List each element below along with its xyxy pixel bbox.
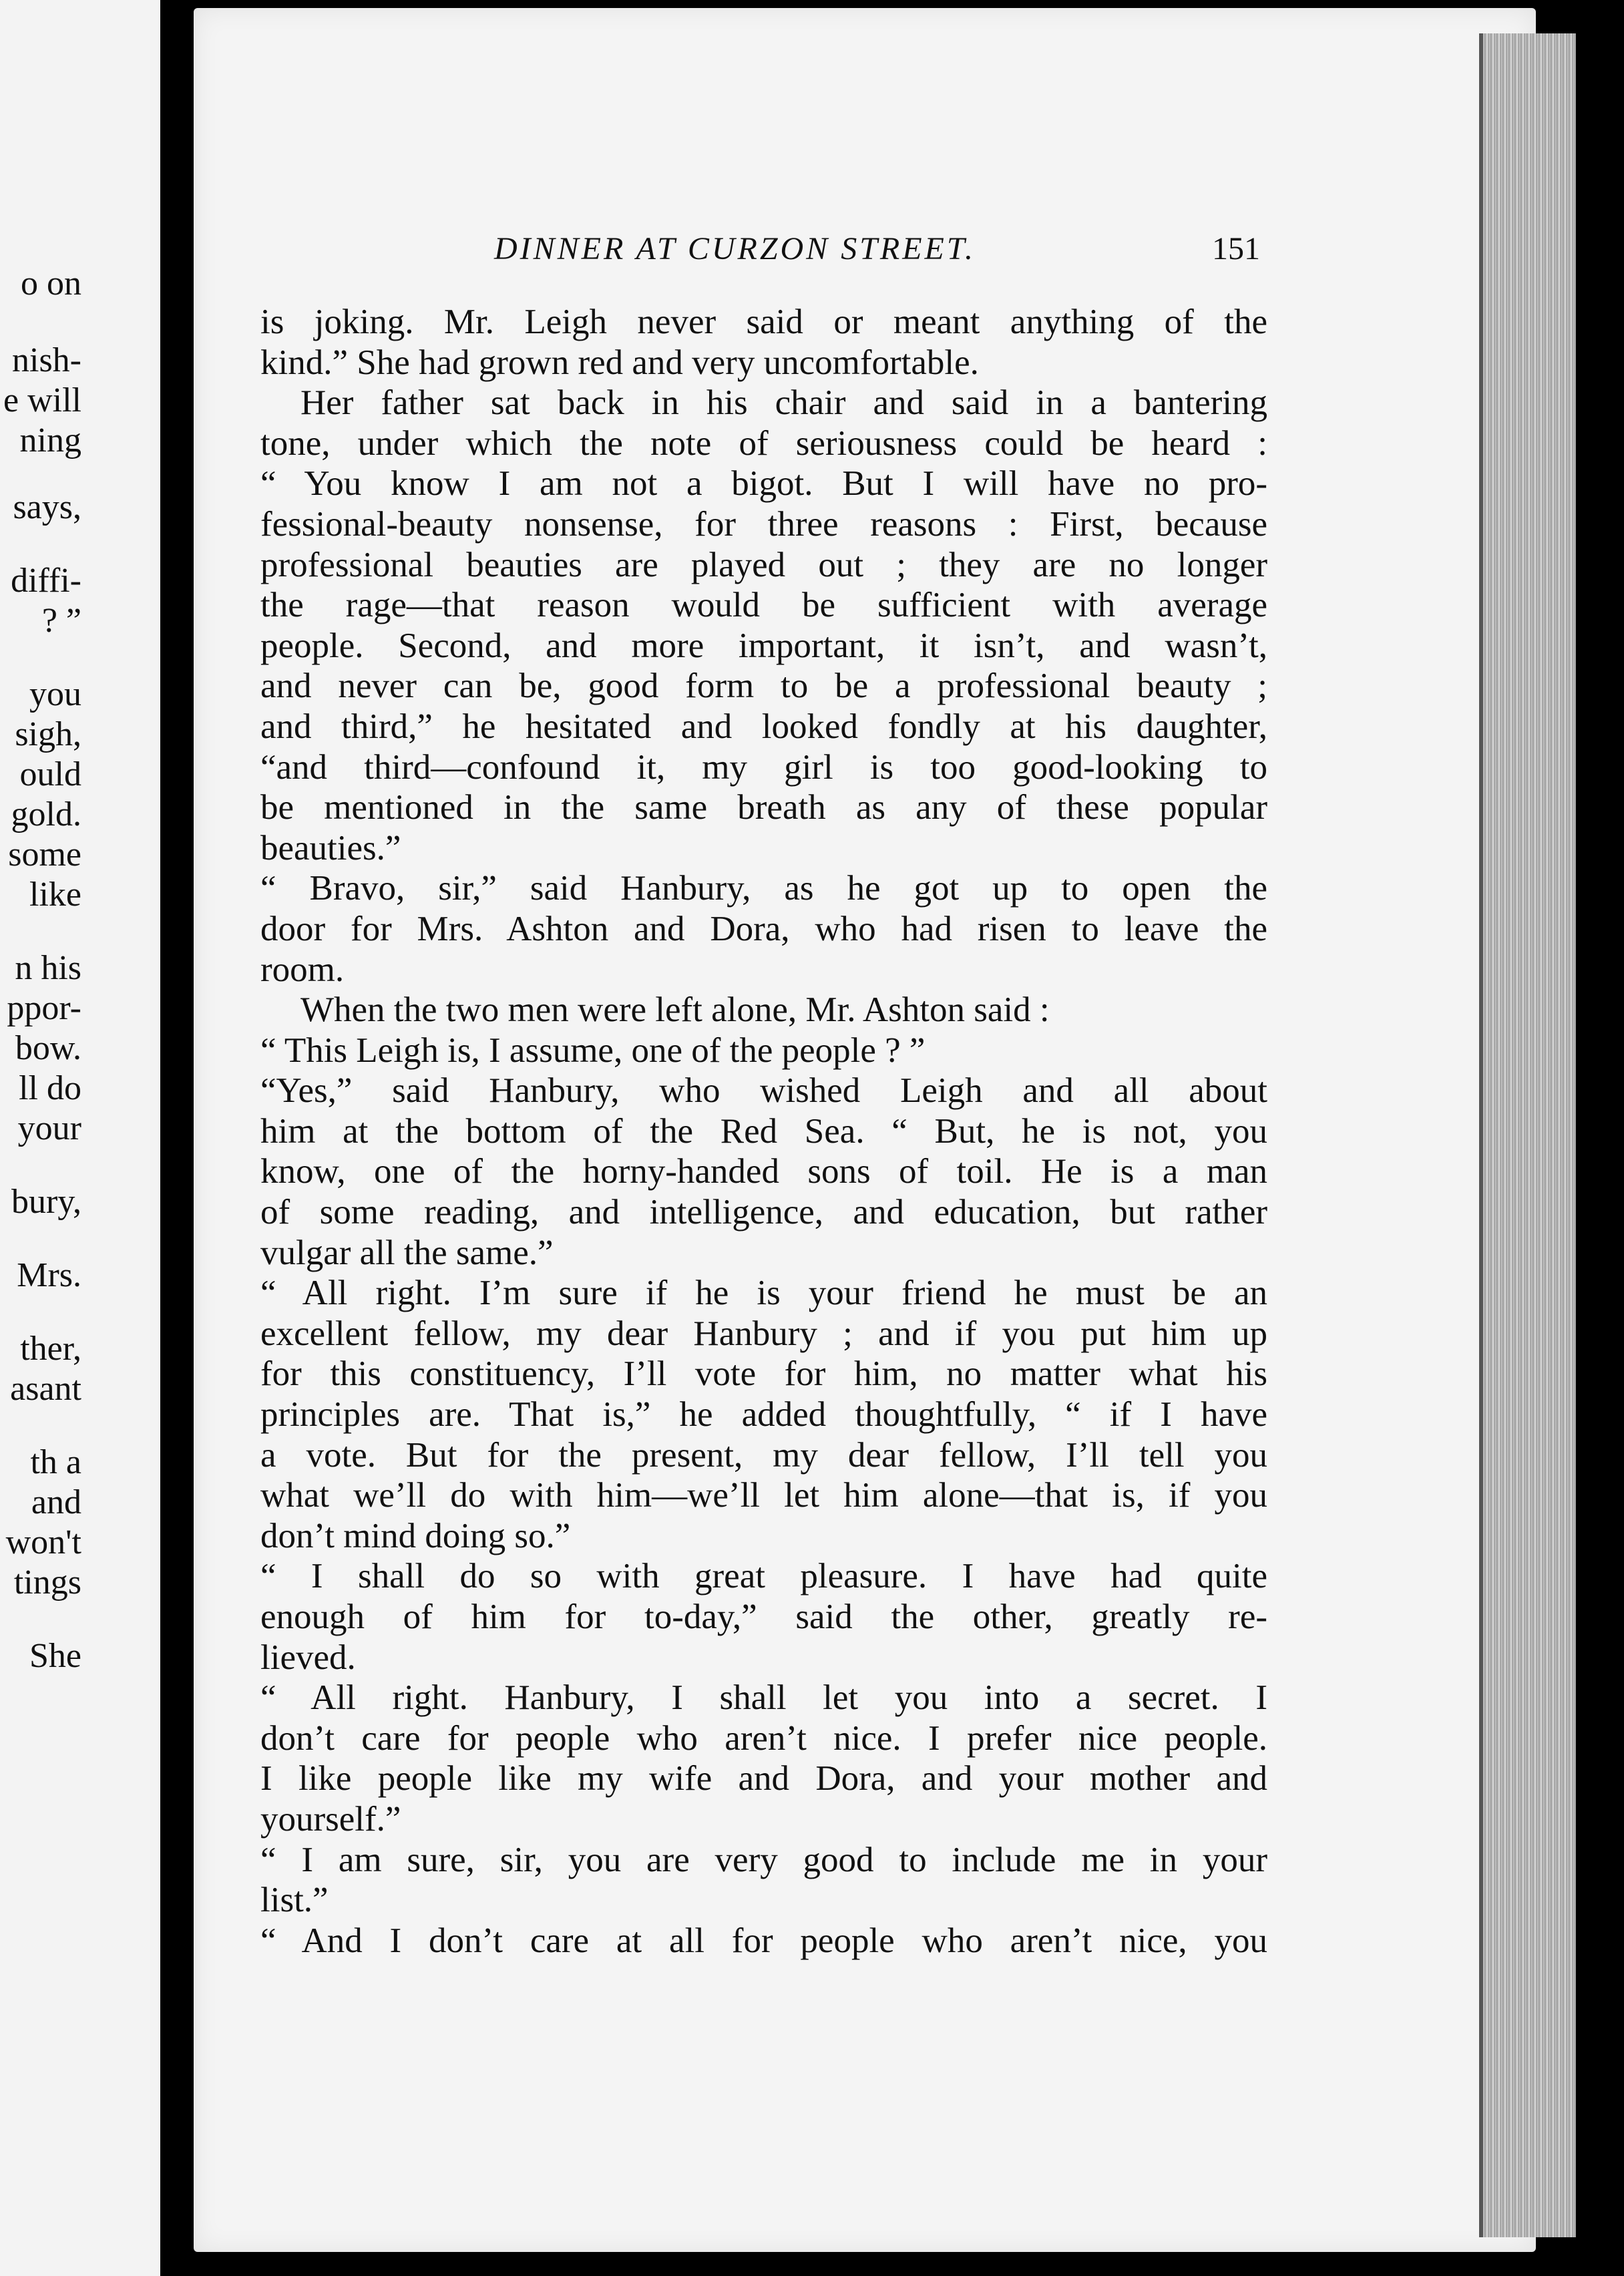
text-line: “ This Leigh is, I assume, one of the people ? ” bbox=[260, 1030, 926, 1070]
left-page-line: says, bbox=[13, 488, 81, 526]
text-line: don’t care for people who aren’t nice. I prefer nice people. bbox=[260, 1718, 1267, 1758]
text-line: excellent fellow, my dear Hanbury ; and if you put him up bbox=[260, 1314, 1267, 1353]
text-line: him at the bottom of the Red Sea. “ But, he is not, you bbox=[260, 1111, 1267, 1151]
left-page-line: won't bbox=[5, 1523, 81, 1561]
text-line: yourself.” bbox=[260, 1799, 401, 1839]
left-page-line: sigh, bbox=[15, 715, 81, 753]
left-page-line: n his bbox=[15, 949, 81, 987]
left-page-line: ther, bbox=[20, 1330, 81, 1368]
text-line: When the two men were left alone, Mr. Ashton said : bbox=[300, 990, 1050, 1030]
text-line: list.” bbox=[260, 1881, 329, 1920]
text-line: “ Bravo, sir,” said Hanbury, as he got up to open the bbox=[260, 869, 1267, 908]
text-line: principles are. That is,” he added thoughtfully, “ if I have bbox=[260, 1395, 1267, 1435]
left-page-line: tings bbox=[13, 1563, 81, 1601]
left-page-line: gold. bbox=[11, 795, 81, 833]
left-page-line: like bbox=[29, 876, 81, 914]
left-page-line: your bbox=[17, 1109, 81, 1147]
text-line: “Yes,” said Hanbury, who wished Leigh and all about bbox=[260, 1071, 1267, 1111]
text-line: “ I am sure, sir, you are very good to include me in your bbox=[260, 1840, 1267, 1879]
page-edges bbox=[1479, 33, 1583, 2237]
page-number: 151 bbox=[1212, 231, 1260, 266]
text-line: kind.” She had grown red and very uncomfortable. bbox=[260, 343, 979, 382]
left-page-line: and bbox=[31, 1483, 81, 1521]
text-line: fessional-beauty nonsense, for three reasons : First, because bbox=[260, 504, 1267, 544]
background-edge bbox=[1576, 0, 1624, 2276]
text-line: room. bbox=[260, 950, 345, 989]
left-page-line: asant bbox=[10, 1370, 81, 1408]
text-line: and never can be, good form to be a professional beauty ; bbox=[260, 667, 1267, 706]
left-page-line: She bbox=[29, 1637, 81, 1675]
text-line: don’t mind doing so.” bbox=[260, 1516, 571, 1555]
running-head: DINNER AT CURZON STREET. bbox=[494, 231, 976, 266]
text-line: vulgar all the same.” bbox=[260, 1233, 554, 1272]
text-line: what we’ll do with him—we’ll let him alone—that is, if you bbox=[260, 1476, 1267, 1515]
left-page-line: ppor- bbox=[7, 989, 81, 1027]
text-line: “ And I don’t care at all for people who aren’t nice, you bbox=[260, 1921, 1267, 1960]
text-line: professional beauties are played out ; they are no longer bbox=[260, 545, 1267, 584]
text-line: door for Mrs. Ashton and Dora, who had risen to leave the bbox=[260, 909, 1267, 948]
body-text bbox=[260, 302, 1267, 1961]
left-page-line: diffi- bbox=[11, 562, 81, 600]
text-line: “ All right. I’m sure if he is your friend he must be an bbox=[260, 1274, 1267, 1313]
left-page-line: ning bbox=[19, 421, 81, 459]
text-line: I like people like my wife and Dora, and your mother and bbox=[260, 1759, 1267, 1798]
left-page-line: nish- bbox=[12, 341, 81, 379]
left-page-line: ? ” bbox=[41, 602, 81, 640]
text-line: tone, under which the note of seriousness could be heard : bbox=[260, 423, 1267, 463]
left-page-line: o on bbox=[21, 264, 81, 303]
text-line: “and third—confound it, my girl is too good-looking to bbox=[260, 747, 1267, 787]
left-page-line: you bbox=[29, 675, 81, 713]
text-line: beauties.” bbox=[260, 828, 401, 868]
text-line: “ All right. Hanbury, I shall let you into a secret. I bbox=[260, 1678, 1267, 1718]
left-page-line: ll do bbox=[19, 1069, 81, 1107]
text-line: of some reading, and intelligence, and education, but rather bbox=[260, 1193, 1267, 1232]
text-line: know, one of the horny-handed sons of toil. He is a man bbox=[260, 1152, 1267, 1191]
left-page-line: some bbox=[8, 835, 81, 874]
text-line: for this constituency, I’ll vote for him, no matter what his bbox=[260, 1354, 1267, 1394]
left-page-line: bow. bbox=[15, 1029, 81, 1067]
text-line: lieved. bbox=[260, 1638, 356, 1677]
text-line: enough of him for to-day,” said the other, greatly re- bbox=[260, 1597, 1267, 1636]
text-line: be mentioned in the same breath as any of these popular bbox=[260, 788, 1267, 827]
left-page-line: ould bbox=[19, 755, 81, 793]
text-line: “ You know I am not a bigot. But I will have no pro- bbox=[260, 464, 1267, 504]
text-line: is joking. Mr. Leigh never said or meant anything of the bbox=[260, 303, 1267, 341]
text-line: the rage—that reason would be sufficient with average bbox=[260, 586, 1267, 625]
left-page-line: e will bbox=[3, 381, 81, 419]
text-line: people. Second, and more important, it isn’t, and wasn’t, bbox=[260, 626, 1267, 665]
left-page-fragment bbox=[0, 0, 160, 2276]
text-line: and third,” he hesitated and looked fondly at his daughter, bbox=[260, 707, 1267, 746]
left-page-line: th a bbox=[30, 1443, 81, 1481]
left-page-line: Mrs. bbox=[17, 1256, 81, 1294]
text-line: Her father sat back in his chair and said in a bantering bbox=[300, 383, 1267, 423]
left-page-line: bury, bbox=[11, 1183, 81, 1221]
text-line: “ I shall do so with great pleasure. I have had quite bbox=[260, 1557, 1267, 1596]
text-line: a vote. But for the present, my dear fellow, I’ll tell you bbox=[260, 1435, 1267, 1475]
